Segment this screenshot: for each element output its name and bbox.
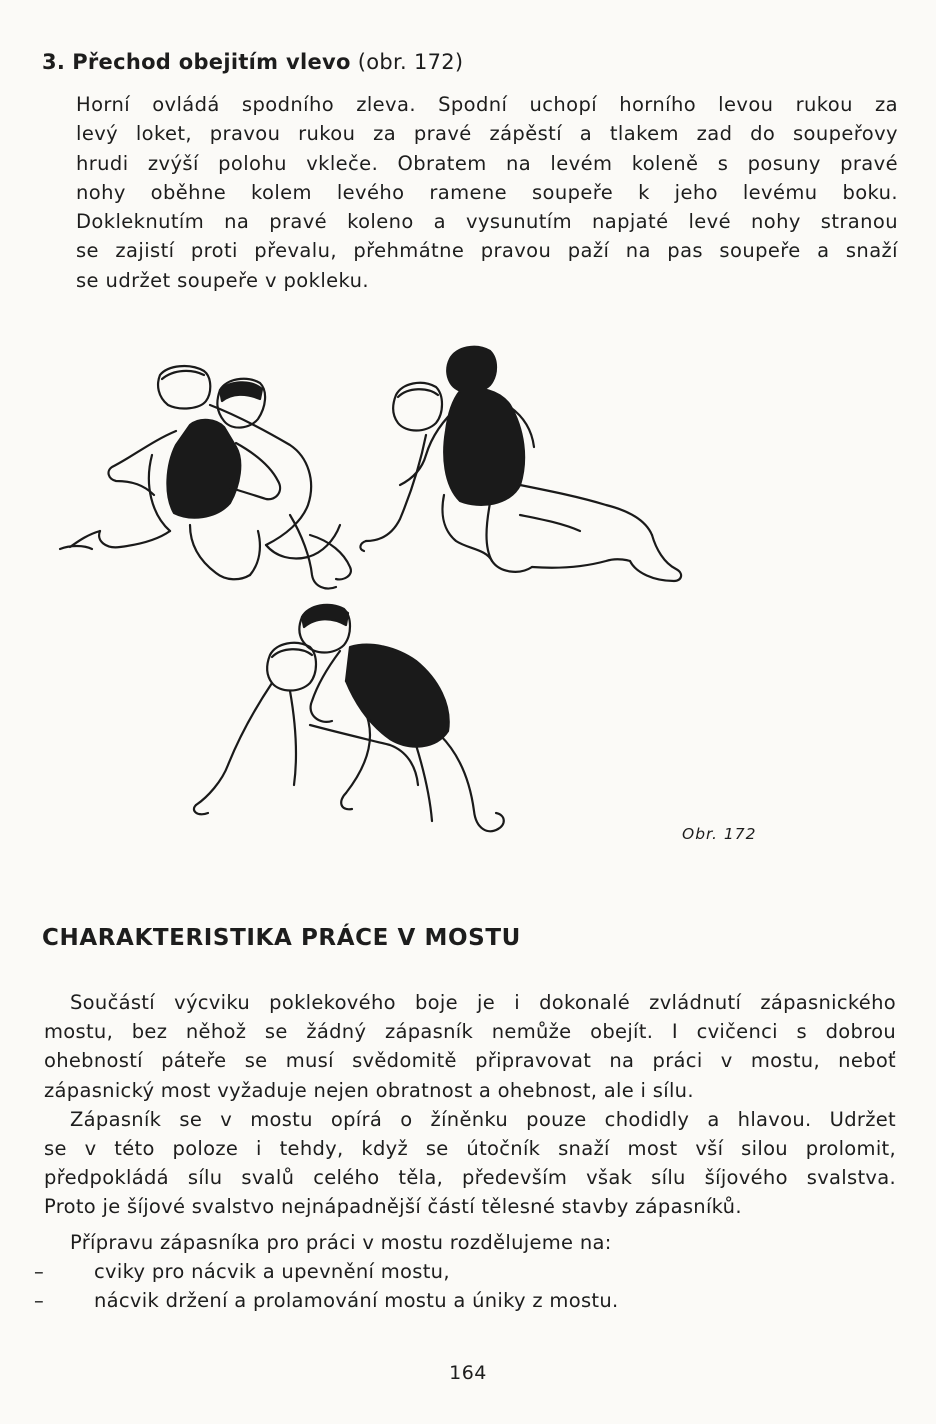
paragraph-line: nohy oběhne kolem levého ramene soupeře k jeho levému boku. [76, 180, 898, 204]
figure-reference: (obr. 172) [357, 50, 464, 74]
list-item-text: cviky pro nácvik a upevnění mostu, [94, 1259, 450, 1283]
technique-description [76, 90, 898, 295]
paragraph-line: hrudi zvýší polohu vkleče. Obratem na levém koleně s posuny pravé [76, 151, 898, 175]
paragraph-line: se v této poloze i tehdy, když se útočník snaží most vší silou prolomit, [44, 1137, 896, 1161]
paragraph-line: se zajistí proti převalu, přehmátne pravou paží na pas soupeře a snaží [76, 239, 898, 263]
section-heading [42, 50, 463, 74]
list-intro: Přípravu zápasníka pro práci v mostu rozdělujeme na: [70, 1230, 612, 1254]
list-dash: – [34, 1259, 45, 1283]
wrestlers-standing-center-illustration [194, 605, 504, 831]
paragraph-line: Horní ovládá spodního zleva. Spodní uchopí horního levou rukou za [76, 93, 898, 116]
figure-caption: Obr. 172 [682, 825, 757, 843]
chapter-body [34, 988, 896, 1315]
paragraph-bridge-strength [44, 1105, 896, 1222]
paragraph-line: Proto je šíjové svalstvo nejnápadnější částí tělesné stavby zápasníků. [44, 1195, 742, 1219]
paragraph-line: mostu, bez něhož se žádný zápasník nemůže obejít. I cvičenci s dobrou [44, 1020, 896, 1044]
paragraph-line: se udržet soupeře v pokleku. [76, 268, 369, 292]
section-number: 3. [42, 50, 66, 74]
paragraph-line: předpokládá sílu svalů celého těla, především však sílu šíjového svalstva. [44, 1166, 896, 1190]
paragraph-line: zápasnický most vyžaduje nejen obratnost a ohebnost, ale i sílu. [44, 1078, 694, 1102]
list-item [34, 1286, 896, 1315]
list-item [34, 1257, 896, 1286]
list-item-text: nácvik držení a prolamování mostu a úniky z mostu. [94, 1289, 619, 1313]
wrestlers-kneeling-right-illustration [360, 347, 681, 581]
paragraph-line: Dokleknutím na pravé koleno a vysunutím napjaté levé nohy stranou [76, 210, 898, 234]
list-dash: – [34, 1289, 45, 1313]
section-title: Přechod obejitím vlevo [72, 50, 351, 74]
paragraph-line: ohebností páteře se musí svědomitě připravovat na práci v mostu, neboť [44, 1049, 896, 1073]
paragraph-line: Součástí výcviku poklekového boje je i dokonalé zvládnutí zápasnického [70, 991, 896, 1014]
figure-172 [40, 335, 900, 915]
paragraph-line: Zápasník se v mostu opírá o žíněnku pouze chodidly a hlavou. Udržet [70, 1107, 896, 1131]
paragraph-bridge-intro [44, 988, 896, 1105]
wrestlers-kneeling-left-illustration [60, 366, 351, 588]
page-number: 164 [449, 1362, 487, 1384]
chapter-heading: CHARAKTERISTIKA PRÁCE V MOSTU [42, 925, 521, 951]
paragraph-line: levý loket, pravou rukou za pravé zápěstí a tlakem zad do soupeřovy [76, 122, 898, 146]
